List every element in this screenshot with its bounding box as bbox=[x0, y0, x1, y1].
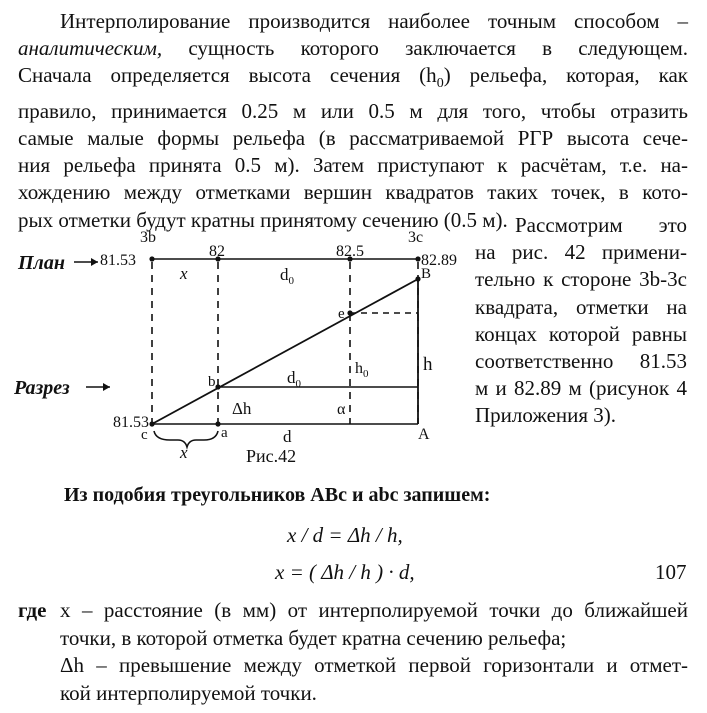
dot-a bbox=[215, 421, 220, 426]
intro-line-3: Сначала определяется высота сечения $(h_0)$ рельефа, которая, как bbox=[18, 63, 688, 92]
point-A: A bbox=[418, 426, 430, 443]
where-row-x bbox=[18, 597, 688, 625]
intro-line-2-text: сущность которого заключается в следующем. bbox=[188, 36, 688, 61]
side-line-8: Приложения 3). bbox=[475, 403, 617, 428]
page-number: 107 bbox=[655, 560, 687, 584]
label-plan: План bbox=[18, 252, 65, 274]
where-x-line-1: x – расстояние (в мм) от интерполируемой точки до ближайшей bbox=[60, 598, 688, 622]
tick-82-5: 82.5 bbox=[336, 243, 364, 260]
arrow-plan-head bbox=[91, 258, 98, 266]
intro-line-4: правило, принимается 0.25 м или 0.5 м для того, чтобы отразить bbox=[18, 98, 688, 123]
side-line-3: тельно к стороне 3b-3c bbox=[475, 267, 687, 292]
label-section: Разрез bbox=[14, 377, 70, 399]
brace-label-x: x bbox=[180, 443, 188, 462]
elev-plan-left: 81.53 bbox=[100, 252, 136, 269]
corner-3b: 3b bbox=[140, 229, 156, 246]
intro-line-1: Интерполирование производится наиболее точным способом – bbox=[60, 9, 688, 33]
segment-d: d bbox=[283, 427, 292, 446]
side-line-7: м и 82.89 м (рисунок 4 bbox=[475, 376, 687, 401]
intro-line-7: хождению между отметками вершин квадратов таких точек, в кото- bbox=[18, 180, 688, 205]
figure-caption: Рис.42 bbox=[246, 446, 297, 466]
section-heading: Из подобия треугольников АВс и abc запишем: bbox=[64, 484, 491, 506]
segment-d0-top: $d_0$ bbox=[280, 265, 294, 287]
dot-b bbox=[215, 384, 220, 389]
formula-1: x / d = Δh / h, bbox=[287, 523, 403, 547]
intro-line-5: самые малые формы рельефа (в рассматриваемой РГР высота сече- bbox=[18, 126, 688, 150]
intro-line-8: рых отметки будут кратны принятому сечению (0.5 м). bbox=[18, 207, 508, 232]
segment-d0-mid: $d_0$ bbox=[287, 368, 301, 390]
formula-2: x = ( Δh / h ) · d, bbox=[275, 560, 415, 584]
label-delta-h: Δh bbox=[232, 399, 252, 418]
side-line-6: соответственно 81.53 bbox=[475, 349, 687, 374]
where-block bbox=[18, 597, 688, 707]
hypotenuse-cB bbox=[152, 279, 418, 424]
side-line-4: квадрата, отметки на bbox=[475, 294, 687, 319]
elev-section-left: 81.53 bbox=[113, 414, 149, 431]
tick-82: 82 bbox=[209, 243, 225, 260]
side-paragraph bbox=[475, 212, 687, 430]
label-h: h bbox=[423, 354, 433, 375]
dot-B bbox=[415, 276, 420, 281]
point-B: B bbox=[421, 266, 432, 282]
arrow-section-head bbox=[103, 383, 110, 391]
side-line-5: концах которой равны bbox=[475, 321, 687, 346]
corner-3c: 3c bbox=[408, 229, 424, 246]
side-line-2: на рис. 42 примени- bbox=[475, 240, 687, 265]
interpolation-figure bbox=[0, 220, 470, 470]
side-line-1: Рассмотрим это bbox=[515, 213, 687, 237]
where-x-line-2: точки, в которой отметка будет кратна сечению рельефа; bbox=[60, 625, 567, 650]
point-c: c bbox=[141, 427, 148, 443]
where-label: где bbox=[18, 598, 47, 622]
point-a: a bbox=[221, 425, 228, 441]
point-b: b bbox=[208, 374, 216, 390]
dot-e bbox=[347, 310, 352, 315]
intro-paragraph bbox=[18, 8, 688, 234]
elev-plan-right: 82.89 bbox=[421, 252, 457, 269]
point-e: e bbox=[338, 306, 345, 322]
segment-x: x bbox=[180, 264, 188, 283]
where-dh-line-1: Δh – превышение между отметкой первой горизонтали и отмет- bbox=[60, 653, 688, 677]
dot-plan-left bbox=[149, 256, 154, 261]
intro-italic-term: аналитическим, bbox=[18, 36, 163, 61]
dot-c bbox=[149, 421, 154, 426]
intro-line-6: ния рельефа принята 0.5 м). Затем приступают к расчётам, т.е. на- bbox=[18, 153, 688, 178]
label-alpha: α bbox=[337, 401, 346, 418]
intro-line-2 bbox=[18, 35, 688, 62]
label-h0: $h_0$ bbox=[355, 360, 369, 380]
dot-plan-right bbox=[415, 256, 420, 261]
where-dh-line-2: кой интерполируемой точки. bbox=[60, 680, 317, 705]
